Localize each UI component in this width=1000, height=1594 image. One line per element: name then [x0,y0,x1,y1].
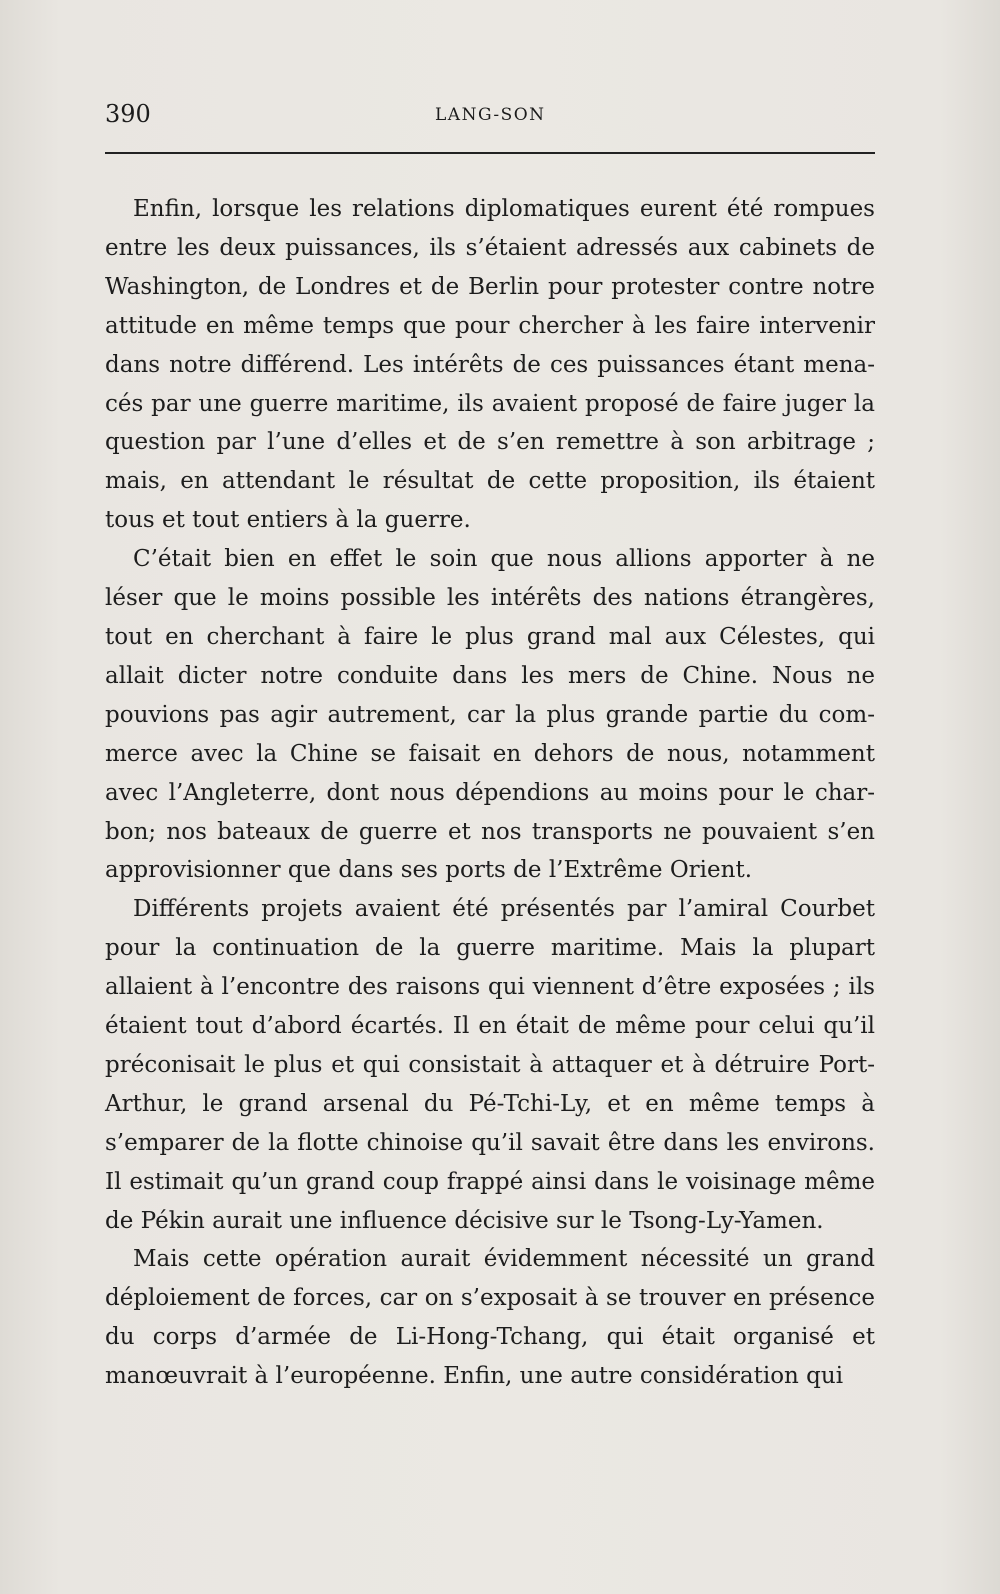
page-number: 390 [105,100,151,128]
running-title: LANG-SON [435,105,546,125]
paragraph-2: C’était bien en effet le soin que nous allions apporter à ne léser que le moins possible les intérêts des nations étrangères, tout en cherchant à faire le plus grand mal aux Célestes, qui allait dicter notre conduite dans les mers de Chine. Nous ne pouvions pas agir autrement, car la plus grande partie du com-merce avec la Chine se faisait en dehors de nous, notamment avec l’Angleterre, dont nous dépendions au moins pour le char-bon; nos bateaux de guerre et nos transports ne pouvaient s’en approvisionner que dans ses ports de l’Extrême Orient. [105,546,875,884]
paragraph-4: Mais cette opération aurait évidemment nécessité un grand déploiement de forces, car on s’exposait à se trouver en présence du corps d’armée de Li-Hong-Tchang, qui était organisé et manœuvrait à l’européenne. Enfin, une autre considération qui [105,1246,875,1390]
paragraph-3: Différents projets avaient été présentés par l’amiral Courbet pour la continuation de la guerre maritime. Mais la plupart allaient à l’encontre des raisons qui viennent d’être exposées ; ils étaient tout d’abord écartés. Il en était de même pour celui qu’il préconisait le plus et qui consistait à attaquer et à détruire Port-Arthur, le grand arsenal du Pé-Tchi-Ly, et en même temps à s’emparer de la flotte chinoise qu’il savait être dans les environs. Il estimait qu’un grand coup frappé ainsi dans le voisinage même de Pékin aurait une influence décisive sur le Tsong-Ly-Yamen. [105,896,875,1234]
body-text [105,190,875,1396]
header-rule [105,152,875,154]
paragraph-1: Enfin, lorsque les relations diplomatiques eurent été rompues entre les deux puissances, ils s’étaient adressés aux cabinets de Washington, de Londres et de Berlin pour protester contre notre attitude en même temps que pour chercher à les faire intervenir dans notre différend. Les intérêts de ces puissances étant mena-cés par une guerre maritime, ils avaient proposé de faire juger la question par l’une d’elles et de s’en remettre à son arbitrage ; mais, en attendant le résultat de cette proposition, ils étaient tous et tout entiers à la guerre. [105,196,875,534]
page-header [105,98,875,138]
